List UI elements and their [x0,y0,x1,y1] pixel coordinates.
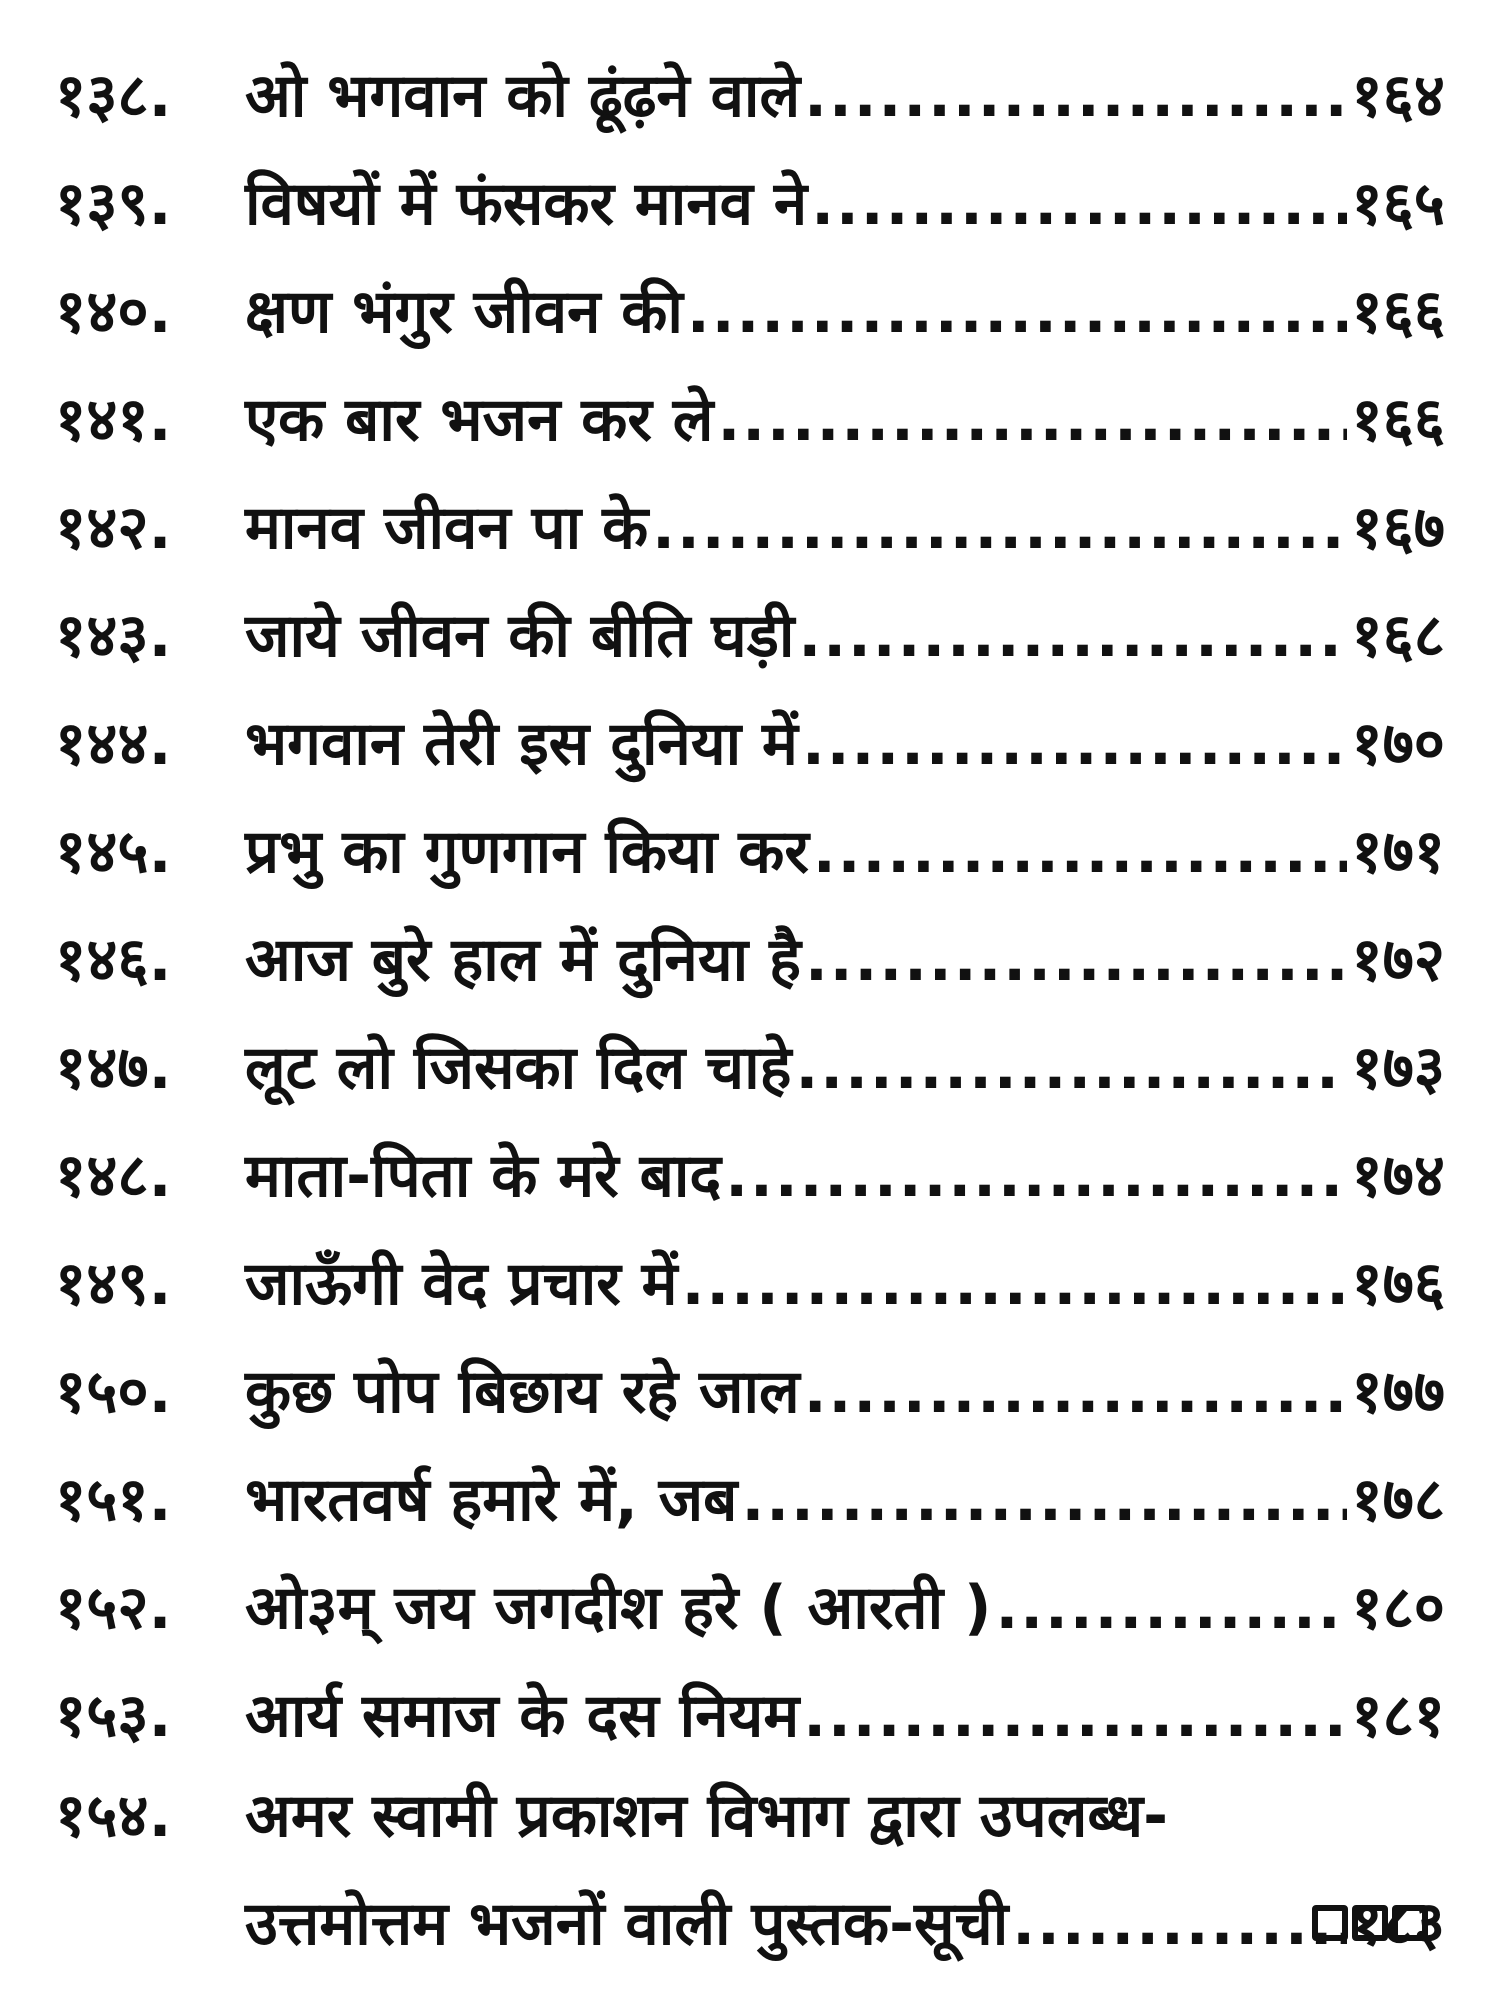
entry-title: जाऊँगी वेद प्रचार में [245,1249,678,1319]
toc-entry-last-line1 [55,1746,1445,1851]
entry-number: १४८. [55,1141,172,1211]
dot-leader [813,822,1348,882]
square-icon [1312,1905,1348,1941]
dot-leader [798,606,1347,666]
entry-page: १७४ [1351,1141,1445,1211]
entry-number: १५४. [55,1781,172,1851]
entry-page: १६६ [1351,277,1445,347]
toc-entry [55,558,1445,671]
entry-page: १८३ [1351,1889,1445,1959]
entry-title: आर्य समाज के दस नियम [245,1681,800,1751]
dot-leader [725,1146,1347,1206]
dot-leader [1012,1894,1347,1954]
entry-page: १८१ [1351,1681,1445,1751]
toc-entry [55,1638,1445,1751]
entry-page: १६८ [1351,601,1445,671]
table-of-contents [55,18,1445,1959]
entry-page: १६५ [1351,169,1445,239]
entry-page: १६६ [1351,385,1445,455]
toc-entry [55,774,1445,887]
entry-number: १४०. [55,277,172,347]
dot-leader [995,1578,1347,1638]
end-of-section-boxes [1312,1905,1428,1941]
toc-entry [55,1530,1445,1643]
entry-title: ओ३म् जय जगदीश हरे ( आरती ) [245,1573,992,1643]
entry-title: जाये जीवन की बीति घड़ी [245,601,795,671]
entry-title: भगवान तेरी इस दुनिया में [245,709,798,779]
entry-title: लूट लो जिसका दिल चाहे [245,1033,792,1103]
entry-number: १५२. [55,1573,172,1643]
dot-leader [741,1470,1347,1530]
entry-number: १३९. [55,169,172,239]
entry-title: प्रभु का गुणगान किया कर [245,817,809,887]
entry-page: १६४ [1351,61,1445,131]
toc-entry [55,882,1445,995]
entry-number: १३८. [55,61,172,131]
entry-title: विषयों में फंसकर मानव ने [245,169,808,239]
entry-title: ओ भगवान को ढूंढ़ने वाले [245,61,801,131]
entry-title-line2: उत्तमोत्तम भजनों वाली पुस्तक-सूची [245,1889,1009,1959]
entry-number: १४२. [55,493,172,563]
toc-entry [55,990,1445,1103]
toc-entry [55,126,1445,239]
entry-number: १५३. [55,1681,172,1751]
dot-leader [804,66,1347,126]
entry-title: क्षण भंगुर जीवन की [245,277,683,347]
square-icon [1352,1905,1388,1941]
entry-page: १८० [1351,1573,1445,1643]
toc-entry [55,1422,1445,1535]
toc-entry [55,234,1445,347]
entry-number: १४७. [55,1033,172,1103]
dot-leader [652,498,1347,558]
toc-entry [55,1206,1445,1319]
toc-entry [55,1098,1445,1211]
dot-leader [811,174,1347,234]
entry-number: १४६. [55,925,172,995]
toc-entry-last-line2 [55,1846,1445,1959]
entry-number: १४१. [55,385,172,455]
toc-entry [55,18,1445,131]
entry-number: १४९. [55,1249,172,1319]
entry-page: १७३ [1351,1033,1445,1103]
dot-leader [804,1362,1348,1422]
dot-leader [803,1686,1347,1746]
entry-number: १४३. [55,601,172,671]
entry-page: १७७ [1351,1357,1445,1427]
entry-title: एक बार भजन कर ले [245,385,714,455]
toc-entry [55,342,1445,455]
dot-leader [796,1038,1348,1098]
dot-leader [802,714,1347,774]
entry-title: भारतवर्ष हमारे में, जब [245,1465,738,1535]
toc-entry [55,666,1445,779]
entry-page: १७८ [1351,1465,1445,1535]
entry-number: १५१. [55,1465,172,1535]
entry-page: १७२ [1351,925,1445,995]
entry-title: कुछ पोप बिछाय रहे जाल [245,1357,800,1427]
entry-title-line1: अमर स्वामी प्रकाशन विभाग द्वारा उपलब्ध- [245,1781,1169,1851]
entry-page: १७६ [1351,1249,1445,1319]
square-icon [1392,1905,1428,1941]
entry-number: १४५. [55,817,172,887]
entry-title: माता-पिता के मरे बाद [245,1141,722,1211]
dot-leader [682,1254,1348,1314]
entry-number: १५०. [55,1357,172,1427]
toc-entry [55,1314,1445,1427]
entry-number: १४४. [55,709,172,779]
entry-page: १६७ [1351,493,1445,563]
dot-leader [717,390,1347,450]
dot-leader [805,930,1347,990]
dot-leader [687,282,1347,342]
entry-page: १७१ [1351,817,1445,887]
toc-entry [55,450,1445,563]
entry-title: मानव जीवन पा के [245,493,649,563]
entry-page: १७० [1351,709,1445,779]
entry-title: आज बुरे हाल में दुनिया है [245,925,801,995]
